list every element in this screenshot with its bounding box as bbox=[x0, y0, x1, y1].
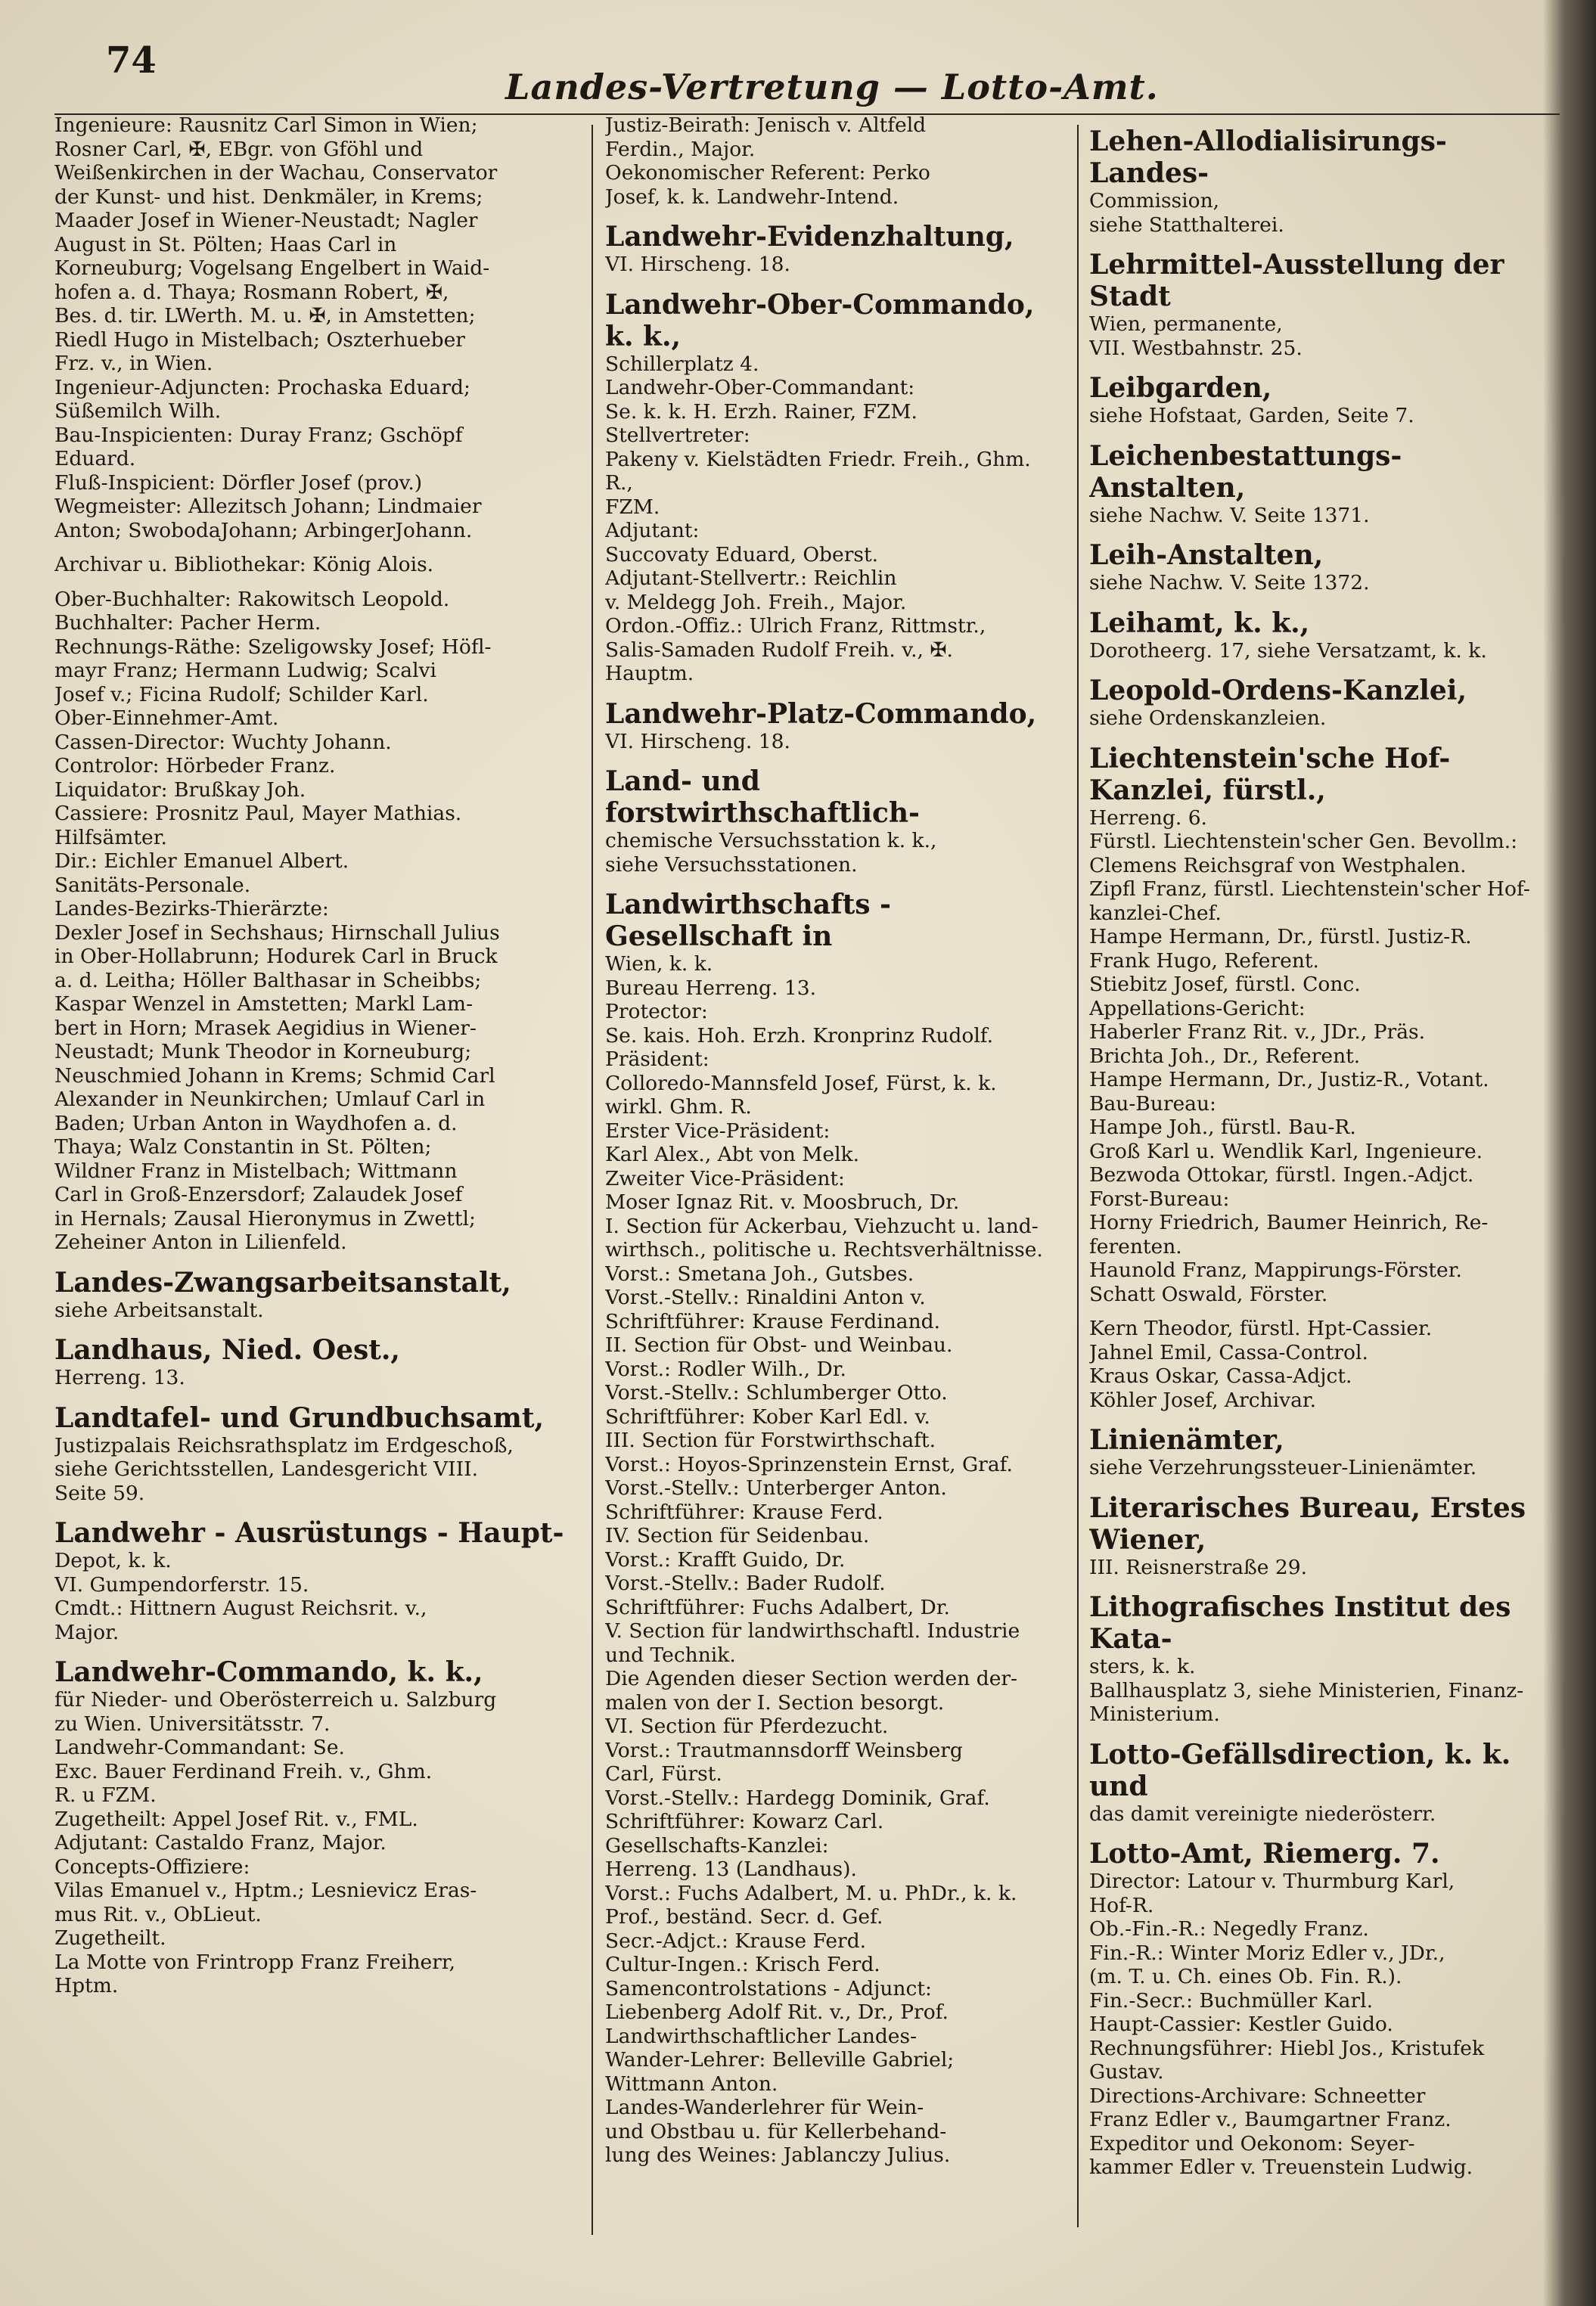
column-divider-2 bbox=[1077, 125, 1079, 2227]
text-line: Bes. d. tir. LWerth. M. u. ✠, in Amstetten; bbox=[54, 304, 476, 327]
text-line: Herreng. 13 (Landhaus). bbox=[605, 1858, 857, 1881]
text-line: Secr.-Adjct.: Krause Ferd. bbox=[605, 1929, 867, 1953]
text-line: Weißenkirchen in der Wachau, Conservator bbox=[54, 161, 498, 185]
text-line: Moser Ignaz Rit. v. Moosbruch, Dr. bbox=[605, 1190, 960, 1214]
text-line: Josef v.; Ficina Rudolf; Schilder Karl. bbox=[54, 682, 429, 706]
text-line: August in St. Pölten; Haas Carl in bbox=[54, 232, 397, 256]
text-line: Samencontrolstations - Adjunct: bbox=[605, 1976, 932, 2000]
text-line: siehe Arbeitsanstalt. bbox=[54, 1298, 264, 1322]
text-line: Baden; Urban Anton in Waydhofen a. d. bbox=[54, 1111, 458, 1135]
text-line: Liebenberg Adolf Rit. v., Dr., Prof. bbox=[605, 2000, 949, 2024]
text-line: Ferdin., Major. bbox=[605, 137, 756, 161]
text-line: Vorst.-Stellv.: Schlumberger Otto. bbox=[605, 1381, 948, 1404]
text-line: Ingenieur-Adjuncten: Prochaska Eduard; bbox=[54, 375, 470, 399]
text-line: Die Agenden dieser Section werden der- bbox=[605, 1667, 1017, 1690]
text-line: sters, k. k. bbox=[1089, 1655, 1196, 1678]
text-line: und Obstbau u. für Kellerbehand- bbox=[605, 2119, 947, 2143]
text-line: Pakeny v. Kielstädten Friedr. Freih., Ghm. R., bbox=[605, 447, 1031, 495]
entry-heading: Leih-Anstalten, bbox=[1089, 539, 1324, 571]
text-line: Eduard. bbox=[54, 447, 136, 470]
text-line: Frz. v., in Wien. bbox=[54, 352, 213, 375]
text-line: VII. Westbahnstr. 25. bbox=[1089, 336, 1303, 360]
text-line: Gustav. bbox=[1089, 2060, 1164, 2084]
text-line: Cassiere: Prosnitz Paul, Mayer Mathias. bbox=[54, 802, 462, 825]
entry-heading: Lotto-Gefällsdirection, k. k. und bbox=[1089, 1738, 1511, 1802]
text-line: Fluß-Inspicient: Dörfler Josef (prov.) bbox=[54, 470, 423, 495]
text-line: Schriftführer: Kober Karl Edl. v. bbox=[605, 1404, 930, 1429]
text-line: Oekonomischer Referent: Perko bbox=[605, 161, 930, 185]
text-line: Korneuburg; Vogelsang Engelbert in Waid- bbox=[54, 256, 490, 280]
text-line: Kaspar Wenzel in Amstetten; Markl Lam- bbox=[54, 992, 474, 1016]
entry-heading: Leihamt, k. k., bbox=[1089, 607, 1310, 639]
text-line: Seite 59. bbox=[54, 1481, 145, 1505]
text-line: Controlor: Hörbeder Franz. bbox=[54, 754, 336, 777]
text-line: und Technik. bbox=[605, 1643, 736, 1667]
entry-heading: Liechtenstein'sche Hof-Kanzlei, fürstl., bbox=[1089, 742, 1451, 806]
text-line: Cassen-Director: Wuchty Johann. bbox=[54, 730, 392, 754]
text-line: VI. Section für Pferdezucht. bbox=[605, 1715, 889, 1738]
text-line: Fürstl. Liechtenstein'scher Gen. Bevollm.: bbox=[1089, 830, 1518, 853]
text-line: Hampe Joh., fürstl. Bau-R. bbox=[1089, 1116, 1356, 1139]
text-line: (m. T. u. Ch. eines Ob. Fin. R.). bbox=[1089, 1965, 1402, 1988]
text-line: Dexler Josef in Sechshaus; Hirnschall Julius bbox=[54, 920, 500, 945]
text-line: mayr Franz; Hermann Ludwig; Scalvi bbox=[54, 659, 436, 682]
text-line: IV. Section für Seidenbau. bbox=[605, 1524, 870, 1547]
text-line: siehe Ordenskanzleien. bbox=[1089, 706, 1327, 730]
text-line: Gesellschafts-Kanzlei: bbox=[605, 1833, 829, 1858]
entry-heading: Literarisches Bureau, Erstes Wiener, bbox=[1089, 1491, 1526, 1556]
text-line: Frank Hugo, Referent. bbox=[1089, 948, 1319, 973]
text-line: siehe Versuchsstationen. bbox=[605, 852, 858, 877]
text-line: Hauptm. bbox=[605, 662, 694, 685]
text-line: Wittmann Anton. bbox=[605, 2072, 778, 2096]
text-line: in Ober-Hollabrunn; Hodurek Carl in Bruck bbox=[54, 945, 498, 968]
text-line: Bureau Herreng. 13. bbox=[605, 976, 817, 1000]
text-line: Alexander in Neunkirchen; Umlauf Carl in bbox=[54, 1088, 486, 1111]
text-line: Süßemilch Wilh. bbox=[54, 399, 222, 423]
text-line: Dir.: Eichler Emanuel Albert. bbox=[54, 849, 349, 873]
text-line: Kraus Oskar, Cassa-Adjct. bbox=[1089, 1364, 1352, 1388]
text-line: wirthsch., politische u. Rechtsverhältnisse. bbox=[605, 1238, 1043, 1262]
text-line: siehe Hofstaat, Garden, Seite 7. bbox=[1089, 404, 1414, 427]
text-line: Commission, bbox=[1089, 189, 1220, 213]
text-line: Riedl Hugo in Mistelbach; Oszterhueber bbox=[54, 327, 465, 352]
text-line: lung des Weines: Jablanczy Julius. bbox=[605, 2143, 951, 2167]
text-line: Wander-Lehrer: Belleville Gabriel; bbox=[605, 2048, 955, 2072]
text-line: ferenten. bbox=[1089, 1234, 1182, 1259]
entry-heading: Landwehr-Platz-Commando, bbox=[605, 697, 1037, 730]
text-line: R. u FZM. bbox=[54, 1783, 157, 1807]
text-line: Exc. Bauer Ferdinand Freih. v., Ghm. bbox=[54, 1759, 433, 1783]
text-line: Adjutant: Castaldo Franz, Major. bbox=[54, 1831, 387, 1854]
text-line: Brichta Joh., Dr., Referent. bbox=[1089, 1044, 1361, 1068]
text-line: Zugetheilt. bbox=[54, 1926, 166, 1950]
text-line: Haberler Franz Rit. v., JDr., Präs. bbox=[1089, 1020, 1426, 1044]
text-line: mus Rit. v., ObLieut. bbox=[54, 1902, 262, 1926]
text-line: Adjutant: bbox=[605, 519, 700, 542]
text-line: Prof., beständ. Secr. d. Gef. bbox=[605, 1905, 883, 1929]
text-line: Zipfl Franz, fürstl. Liechtenstein'scher Hof- bbox=[1089, 877, 1530, 901]
text-line: Landwehr-Commandant: Se. bbox=[54, 1736, 345, 1759]
text-line: Vorst.-Stellv.: Unterberger Anton. bbox=[605, 1476, 947, 1500]
text-line: siehe Nachw. V. Seite 1372. bbox=[1089, 571, 1370, 594]
text-line: Vilas Emanuel v., Hptm.; Lesnievicz Eras- bbox=[54, 1879, 477, 1902]
text-line: Major. bbox=[54, 1620, 120, 1644]
text-line: Herreng. 13. bbox=[54, 1366, 185, 1389]
text-line: Kern Theodor, fürstl. Hpt-Cassier. bbox=[1089, 1317, 1433, 1340]
entry-heading: Lithografisches Institut des Kata- bbox=[1089, 1591, 1511, 1655]
text-column-2 bbox=[605, 113, 1059, 2284]
scan-edge-shadow bbox=[1543, 0, 1596, 2306]
text-line: hofen a. d. Thaya; Rosmann Robert, ✠, bbox=[54, 280, 449, 304]
text-line: Franz Edler v., Baumgartner Franz. bbox=[1089, 2108, 1452, 2131]
text-line: Ober-Einnehmer-Amt. bbox=[54, 706, 279, 730]
text-line: Maader Josef in Wiener-Neustadt; Nagler bbox=[54, 209, 478, 232]
text-line: Vorst.-Stellv.: Rinaldini Anton v. bbox=[605, 1286, 926, 1309]
text-line: Colloredo-Mannsfeld Josef, Fürst, k. k. bbox=[605, 1071, 997, 1095]
text-line: siehe Gerichtsstellen, Landesgericht VIII. bbox=[54, 1457, 479, 1481]
text-line: Director: Latour v. Thurmburg Karl, bbox=[1089, 1870, 1455, 1893]
text-line: Carl, Fürst. bbox=[605, 1762, 722, 1786]
text-line: siehe Nachw. V. Seite 1371. bbox=[1089, 503, 1370, 527]
text-line: V. Section für landwirthschaftl. Industrie bbox=[605, 1619, 1020, 1643]
text-line: Zeheiner Anton in Lilienfeld. bbox=[54, 1231, 347, 1254]
text-line: Bezwoda Ottokar, fürstl. Ingen.-Adjct. bbox=[1089, 1163, 1474, 1187]
text-line: zu Wien. Universitätsstr. 7. bbox=[54, 1712, 331, 1736]
text-line: Wildner Franz in Mistelbach; Wittmann bbox=[54, 1159, 458, 1183]
text-line: Jahnel Emil, Cassa-Control. bbox=[1089, 1340, 1368, 1364]
text-line: kammer Edler v. Treuenstein Ludwig. bbox=[1089, 2155, 1473, 2179]
text-line: Buchhalter: Pacher Herm. bbox=[54, 611, 321, 635]
text-line: Erster Vice-Präsident: bbox=[605, 1119, 831, 1143]
text-line: Forst-Bureau: bbox=[1089, 1187, 1230, 1211]
text-line: Vorst.: Smetana Joh., Gutsbes. bbox=[605, 1262, 914, 1286]
text-column-1 bbox=[54, 113, 578, 2284]
text-line: Zweiter Vice-Präsident: bbox=[605, 1166, 845, 1190]
text-line: Ingenieure: Rausnitz Carl Simon in Wien; bbox=[54, 113, 478, 137]
text-line: malen von der I. Section besorgt. bbox=[605, 1690, 945, 1715]
column-divider-1 bbox=[592, 125, 593, 2235]
text-line: Schriftführer: Fuchs Adalbert, Dr. bbox=[605, 1595, 950, 1619]
text-line: Rechnungs-Räthe: Szeligowsky Josef; Höfl- bbox=[54, 635, 492, 659]
text-line: Vorst.: Hoyos-Sprinzenstein Ernst, Graf. bbox=[605, 1452, 1013, 1476]
text-line: Bau-Bureau: bbox=[1089, 1091, 1216, 1116]
text-line: Karl Alex., Abt von Melk. bbox=[605, 1143, 860, 1166]
text-line: Haunold Franz, Mappirungs-Förster. bbox=[1089, 1259, 1462, 1282]
text-line: Wien, permanente, bbox=[1089, 312, 1283, 336]
entry-heading: Lehrmittel-Ausstellung der Stadt bbox=[1089, 249, 1504, 312]
text-line: Anton; SwobodaJohann; ArbingerJohann. bbox=[54, 518, 473, 542]
text-line: Schatt Oswald, Förster. bbox=[1089, 1282, 1328, 1306]
text-line: Clemens Reichsgraf von Westphalen. bbox=[1089, 853, 1467, 877]
text-line: Schillerplatz 4. bbox=[605, 352, 759, 376]
entry-heading: Landwehr-Evidenzhaltung, bbox=[605, 221, 1014, 253]
text-line: Zugetheilt: Appel Josef Rit. v., FML. bbox=[54, 1807, 418, 1831]
text-line: Sanitäts-Personale. bbox=[54, 873, 251, 897]
text-line: Appellations-Gericht: bbox=[1089, 996, 1306, 1020]
text-line: Groß Karl u. Wendlik Karl, Ingenieure. bbox=[1089, 1139, 1483, 1163]
text-line: Ob.-Fin.-R.: Negedly Franz. bbox=[1089, 1917, 1369, 1941]
text-line: Landwirthschaftlicher Landes- bbox=[605, 2024, 918, 2048]
text-line: Hof-R. bbox=[1089, 1893, 1154, 1917]
text-line: I. Section für Ackerbau, Viehzucht u. land- bbox=[605, 1214, 1039, 1238]
text-line: der Kunst- und hist. Denkmäler, in Krems; bbox=[54, 185, 483, 209]
text-line: Hptm. bbox=[54, 1974, 119, 1997]
text-line: VI. Hirscheng. 18. bbox=[605, 253, 790, 276]
text-line: a. d. Leitha; Höller Balthasar in Scheibbs; bbox=[54, 968, 482, 992]
text-line: Ober-Buchhalter: Rakowitsch Leopold. bbox=[54, 587, 450, 611]
text-line: VI. Gumpendorferstr. 15. bbox=[54, 1572, 309, 1597]
text-line: Schriftführer: Krause Ferd. bbox=[605, 1500, 883, 1524]
text-line: Dorotheerg. 17, siehe Versatzamt, k. k. bbox=[1089, 638, 1487, 663]
text-line: La Motte von Frintropp Franz Freiherr, bbox=[54, 1950, 456, 1974]
text-line: Protector: bbox=[605, 1000, 708, 1023]
entry-heading: Landwirthschafts - Gesellschaft in bbox=[605, 889, 891, 952]
text-line: Präsident: bbox=[605, 1047, 710, 1071]
text-line: für Nieder- und Oberösterreich u. Salzburg bbox=[54, 1688, 497, 1712]
text-line: siehe Verzehrungssteuer-Linienämter. bbox=[1089, 1456, 1477, 1479]
text-line: Justizpalais Reichsrathsplatz im Erdgeschoß, bbox=[54, 1433, 514, 1457]
text-line: Se. k. k. H. Erzh. Rainer, FZM. bbox=[605, 399, 918, 424]
text-line: Schriftführer: Kowarz Carl. bbox=[605, 1810, 884, 1833]
spacer bbox=[1089, 1306, 1543, 1317]
text-line: Hilfsämter. bbox=[54, 825, 167, 849]
text-line: Cmdt.: Hittnern August Reichsrit. v., bbox=[54, 1597, 427, 1620]
entry-heading: Leibgarden, bbox=[1089, 372, 1272, 404]
entry-heading: Linienämter, bbox=[1089, 1424, 1284, 1456]
text-line: Haupt-Cassier: Kestler Guido. bbox=[1089, 2013, 1393, 2036]
text-line: siehe Statthalterei. bbox=[1089, 213, 1284, 237]
text-line: Stellvertreter: bbox=[605, 424, 750, 447]
text-line: Salis-Samaden Rudolf Freih. v., ✠. bbox=[605, 638, 953, 662]
text-line: Vorst.-Stellv.: Bader Rudolf. bbox=[605, 1572, 886, 1595]
text-line: Fin.-Secr.: Buchmüller Karl. bbox=[1089, 1988, 1374, 2013]
text-line: Hampe Hermann, Dr., Justiz-R., Votant. bbox=[1089, 1068, 1489, 1091]
spacer bbox=[54, 577, 578, 588]
text-line: Horny Friedrich, Baumer Heinrich, Re- bbox=[1089, 1211, 1489, 1234]
text-line: Concepts-Offiziere: bbox=[54, 1854, 250, 1879]
text-line: Ballhausplatz 3, siehe Ministerien, Finanz- bbox=[1089, 1678, 1524, 1702]
entry-heading: Landwehr-Commando, k. k., bbox=[54, 1656, 483, 1688]
text-line: wirkl. Ghm. R. bbox=[605, 1095, 752, 1119]
text-line: Wien, k. k. bbox=[605, 952, 713, 976]
entry-heading: Landes-Zwangsarbeitsanstalt, bbox=[54, 1266, 511, 1299]
text-line: III. Reisnerstraße 29. bbox=[1089, 1555, 1308, 1579]
text-column-3 bbox=[1089, 113, 1543, 2284]
text-line: Hampe Hermann, Dr., fürstl. Justiz-R. bbox=[1089, 925, 1472, 948]
text-line: Thaya; Walz Constantin in St. Pölten; bbox=[54, 1135, 432, 1159]
text-line: Rosner Carl, ✠, EBgr. von Gföhl und bbox=[54, 137, 424, 161]
spacer bbox=[54, 542, 578, 553]
text-line: Köhler Josef, Archivar. bbox=[1089, 1388, 1317, 1412]
entry-heading: Lotto-Amt, Riemerg. 7. bbox=[1089, 1838, 1440, 1870]
text-line: Succovaty Eduard, Oberst. bbox=[605, 542, 879, 566]
text-line: Herreng. 6. bbox=[1089, 805, 1207, 830]
text-line: bert in Horn; Mrasek Aegidius in Wiener- bbox=[54, 1016, 477, 1040]
text-line: Schriftführer: Krause Ferdinand. bbox=[605, 1309, 941, 1333]
text-line: Landes-Bezirks-Thierärzte: bbox=[54, 897, 329, 920]
text-line: das damit vereinigte niederösterr. bbox=[1089, 1802, 1436, 1826]
text-line: kanzlei-Chef. bbox=[1089, 901, 1222, 925]
entry-heading: Landwehr-Ober-Commando, k. k., bbox=[605, 288, 1035, 352]
text-line: Liquidator: Brußkay Joh. bbox=[54, 777, 306, 802]
text-line: FZM. bbox=[605, 495, 660, 519]
text-line: Landwehr-Ober-Commandant: bbox=[605, 376, 915, 399]
text-line: Archivar u. Bibliothekar: König Alois. bbox=[54, 553, 434, 576]
text-line: chemische Versuchsstation k. k., bbox=[605, 829, 937, 852]
entry-heading: Land- und forstwirthschaftlich- bbox=[605, 765, 920, 829]
text-line: Depot, k. k. bbox=[54, 1549, 172, 1572]
text-line: Neustadt; Munk Theodor in Korneuburg; bbox=[54, 1040, 472, 1063]
text-line: Bau-Inspicienten: Duray Franz; Gschöpf bbox=[54, 423, 463, 447]
entry-heading: Lehen-Allodialisirungs-Landes- bbox=[1089, 126, 1447, 189]
text-line: Neuschmied Johann in Krems; Schmid Carl bbox=[54, 1063, 495, 1088]
text-line: Wegmeister: Allezitsch Johann; Lindmaier bbox=[54, 495, 482, 518]
entry-heading: Landtafel- und Grundbuchsamt, bbox=[54, 1401, 545, 1434]
text-line: Vorst.-Stellv.: Hardegg Dominik, Graf. bbox=[605, 1786, 990, 1810]
entry-heading: Landwehr - Ausrüstungs - Haupt- bbox=[54, 1517, 564, 1549]
text-line: v. Meldegg Joh. Freih., Major. bbox=[605, 590, 907, 614]
text-line: in Hernals; Zausal Hieronymus in Zwettl; bbox=[54, 1206, 476, 1231]
text-line: Landes-Wanderlehrer für Wein- bbox=[605, 2096, 924, 2119]
text-line: Vorst.: Trautmannsdorff Weinsberg bbox=[605, 1738, 963, 1762]
text-line: II. Section für Obst- und Weinbau. bbox=[605, 1333, 953, 1357]
text-line: Vorst.: Rodler Wilh., Dr. bbox=[605, 1357, 846, 1381]
text-line: Stiebitz Josef, fürstl. Conc. bbox=[1089, 973, 1361, 996]
text-line: Se. kais. Hoh. Erzh. Kronprinz Rudolf. bbox=[605, 1023, 994, 1047]
text-line: Rechnungsführer: Hiebl Jos., Kristufek bbox=[1089, 2036, 1485, 2060]
text-line: Fin.-R.: Winter Moriz Edler v., JDr., bbox=[1089, 1941, 1445, 1965]
page-number: 74 bbox=[106, 39, 157, 82]
text-line: Directions-Archivare: Schneetter bbox=[1089, 2084, 1426, 2108]
running-title: Landes-Vertretung — Lotto-Amt. bbox=[505, 67, 1159, 107]
entry-heading: Leichenbestattungs-Anstalten, bbox=[1089, 439, 1402, 504]
text-line: Vorst.: Krafft Guido, Dr. bbox=[605, 1547, 846, 1572]
text-line: Carl in Groß-Enzersdorf; Zalaudek Josef bbox=[54, 1183, 463, 1206]
text-line: Adjutant-Stellvertr.: Reichlin bbox=[605, 566, 897, 590]
text-line: Josef, k. k. Landwehr-Intend. bbox=[605, 185, 899, 209]
text-line: Cultur-Ingen.: Krisch Ferd. bbox=[605, 1953, 880, 1976]
text-line: Ordon.-Offiz.: Ulrich Franz, Rittmstr., bbox=[605, 614, 986, 638]
text-line: III. Section für Forstwirthschaft. bbox=[605, 1429, 936, 1452]
text-line: Justiz-Beirath: Jenisch v. Altfeld bbox=[605, 113, 927, 137]
text-line: Ministerium. bbox=[1089, 1702, 1220, 1726]
text-line: Vorst.: Fuchs Adalbert, M. u. PhDr., k. k. bbox=[605, 1881, 1017, 1905]
text-line: Expeditor und Oekonom: Seyer- bbox=[1089, 2131, 1415, 2155]
text-line: VI. Hirscheng. 18. bbox=[605, 729, 790, 753]
entry-heading: Landhaus, Nied. Oest., bbox=[54, 1334, 400, 1366]
entry-heading: Leopold-Ordens-Kanzlei, bbox=[1089, 675, 1467, 706]
